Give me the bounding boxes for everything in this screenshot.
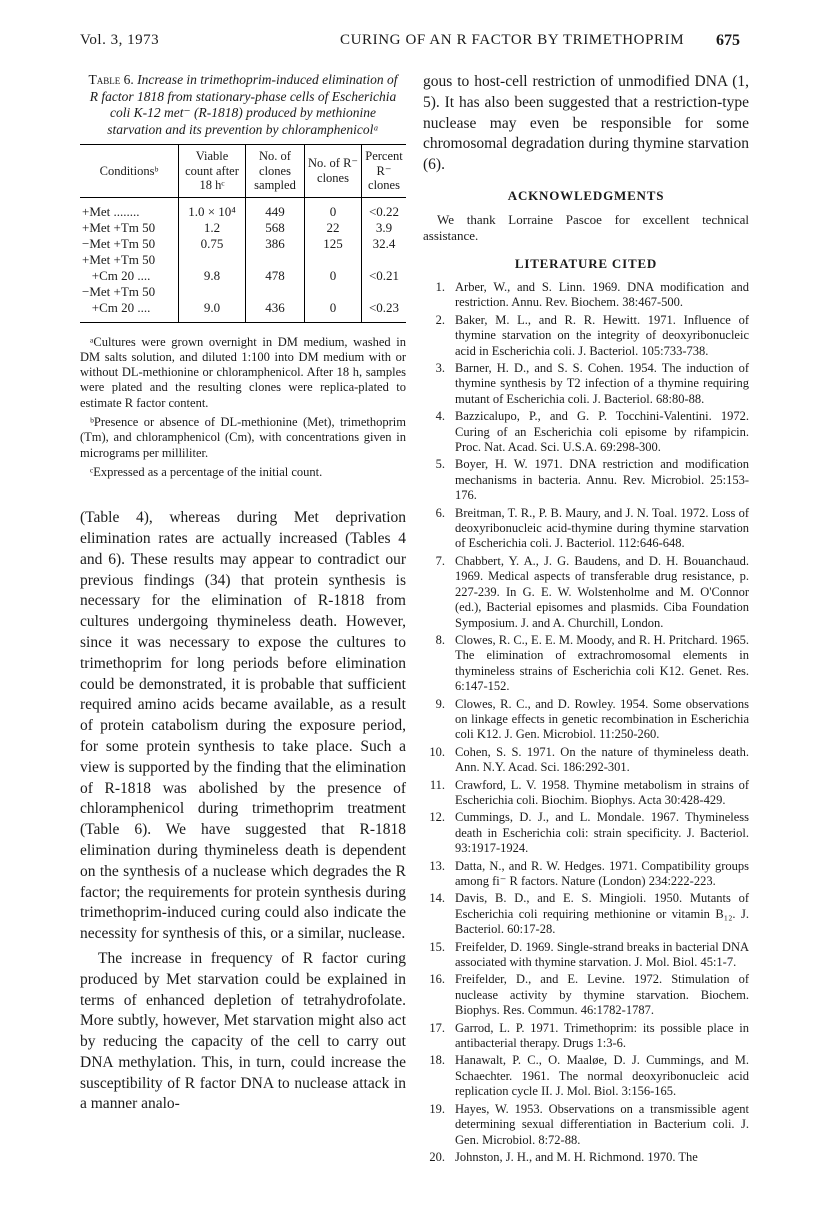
reference-item [423, 313, 749, 359]
reference-text: Johnston, J. H., and M. H. Richmond. 1970. The [455, 1149, 698, 1164]
condition-line: −Met +Tm 50 [82, 235, 156, 251]
table-row [80, 236, 406, 252]
reference-text: Davis, B. D., and E. S. Mingioli. 1950. Mutants of Escherichia coli requiring methionine or vitamin B₁₂. J. Bacteriol. 60:17-28. [455, 891, 749, 937]
table-row [80, 252, 406, 284]
column-header: Conditionsᵇ [80, 145, 179, 198]
table-row [80, 220, 406, 236]
clones-sampled-cell: 386 [246, 236, 305, 252]
table-row [80, 197, 406, 220]
reference-text: Cummings, D. J., and L. Mondale. 1967. Thymineless death in Escherichia coli: strain specificity. J. Bacteriol. 93:1917-1924. [455, 810, 749, 856]
reference-text: Hanawalt, P. C., O. Maaløe, D. J. Cummings, and M. Schaechter. 1961. The normal deoxyribonucleic acid replication cycle II. J. Mol. Biol. 3:156-165. [455, 1053, 749, 1099]
reference-text: Baker, M. L., and R. R. Hewitt. 1971. Influence of thymine starvation on the integrity of deoxyribonucleic acid in Escherichia coli. J. Bacteriol. 105:733-738. [455, 312, 749, 358]
reference-text: Breitman, T. R., P. B. Maury, and J. N. Toal. 1972. Loss of deoxyribonucleic acid-thymine during thymine starvation of Escherichia coli. J. Bacteriol. 112:646-648. [455, 505, 749, 551]
page-number: 675 [716, 32, 740, 49]
reference-text: Clowes, R. C., E. E. M. Moody, and R. H. Pritchard. 1965. The elimination of extrachromosomal elements in thymineless strains of Escherichia coli K12. Genet. Res. 6:147-152. [455, 632, 749, 694]
left-column [80, 72, 406, 1115]
reference-item [423, 361, 749, 407]
percent-r-minus-cell: 32.4 [362, 236, 407, 252]
reference-item [423, 1102, 749, 1148]
reference-item [423, 457, 749, 503]
reference-number: 1. [435, 279, 445, 294]
paragraph: The increase in frequency of R factor curing produced by Met starvation could be explained in terms of enhanced depletion of tetrahydrofolate. More subtly, however, Met starvation might also act by reducing the capacity of the cell to carry out DNA methylation. This, in turn, could increase the susceptibility of R factor DNA to nuclease attack in a manner analo- [80, 949, 406, 1113]
right-column [423, 72, 749, 1167]
clones-sampled-cell: 449 [246, 197, 305, 220]
paragraph: (Table 4), whereas during Met deprivation elimination rates are actually increased (Tables 4 and 6). These results may appear to contradict our previous findings (34) that protein synthesis is necessary for the elimination of R-1818 from cultures undergoing thymineless death. However, since it was necessary to expose the cultures to trimethoprim for long periods before elimination could be demonstrated, it is probable that sufficient required amino acids became available, as a result of protein catabolism during the exposure period, for some protein synthesis to take place. Such a view is supported by the finding that the elimination of R-1818 was abolished by the presence of chloramphenicol during trimethoprim treatment (Table 6). We have suggested that R-1818 elimination during thymineless death is dependent on the synthesis of a nuclease which degrades the R factor; the requirements for protein synthesis during trimethoprim-induced curing could also indicate the necessity for synthesis of this, or a similar, nuclease. [80, 509, 406, 943]
reference-number: 18. [429, 1053, 445, 1068]
table-title: Increase in trimethoprim-induced elimination of R factor 1818 from stationary-phase cells of Escherichia coli K-12 met⁻ (R-1818) produced by methionine starvation and its prevention by chloramphenicolᵃ [89, 72, 398, 137]
r-minus-clones-cell: 0 [305, 197, 362, 220]
reference-item [423, 1150, 749, 1165]
r-minus-clones-cell: 22 [305, 220, 362, 236]
acknowledgments-heading: ACKNOWLEDGMENTS [507, 187, 665, 203]
r-minus-clones-cell: 125 [305, 236, 362, 252]
reference-text: Chabbert, Y. A., J. G. Baudens, and D. H. Bouanchaud. 1969. Medical aspects of transferable drug resistance, p. 227-239. In G. E. W. Wolstenholme and M. O'Connor (ed.), Bacterial episomes and plasmids. Ciba Foundation Symposium. J. and A. Churchill, London. [455, 553, 749, 630]
reference-text: Arber, W., and S. Linn. 1969. DNA modification and restriction. Annu. Rev. Biochem. 38:467-500. [455, 279, 749, 310]
body-text [80, 508, 406, 1115]
reference-text: Boyer, H. W. 1971. DNA restriction and modification mechanisms in bacteria. Annu. Rev. Microbiol. 25:153-176. [455, 457, 749, 503]
reference-number: 12. [429, 810, 445, 825]
clones-sampled-cell: 568 [246, 220, 305, 236]
condition-line: +Met +Tm 50 [82, 219, 156, 235]
reference-number: 9. [435, 696, 445, 711]
reference-text: Clowes, R. C., and D. Rowley. 1954. Some observations on linkage effects in genetic recombination in Escherichia coli K12. J. Gen. Microbiol. 11:250-260. [455, 696, 749, 742]
reference-number: 15. [429, 939, 445, 954]
reference-text: Barner, H. D., and S. S. Cohen. 1954. The induction of thymine synthesis by T2 infection of a thymine requiring mutant of Escherichia coli. J. Bacteriol. 68:80-88. [455, 361, 749, 406]
reference-list [423, 280, 749, 1165]
reference-number: 6. [435, 505, 445, 520]
percent-r-minus-cell: <0.23 [362, 284, 407, 323]
reference-text: Bazzicalupo, P., and G. P. Tocchini-Valentini. 1972. Curing of an Escherichia coli episome by rifampicin. Proc. Nat. Acad. Sci. U.S.A. 69:298-300. [455, 409, 749, 455]
r-minus-clones-cell: 0 [305, 252, 362, 284]
page-header [80, 32, 740, 56]
viable-count-cell: 1.2 [179, 220, 246, 236]
clones-sampled-cell: 478 [246, 252, 305, 284]
reference-number: 11. [429, 777, 445, 792]
condition-cell [80, 220, 179, 236]
reference-number: 2. [435, 312, 445, 327]
table-header-row [80, 145, 406, 198]
reference-number: 16. [429, 972, 445, 987]
reference-text: Cohen, S. S. 1971. On the nature of thymineless death. Ann. N.Y. Acad. Sci. 186:292-301. [455, 744, 749, 775]
reference-item [423, 859, 749, 890]
column-header: Percent R⁻ clones [362, 145, 407, 198]
r-minus-clones-cell: 0 [305, 284, 362, 323]
reference-number: 3. [435, 361, 445, 376]
footnote: ᵃCultures were grown overnight in DM medium, washed in DM salts solution, and diluted 1:100 into DM medium with or without DL-methionine or chloramphenicol. After 18 h, samples were plated and the resulting clones were replica-plated to estimate R factor content. [80, 334, 406, 410]
reference-text: Hayes, W. 1953. Observations on a transmissible agent determining sexual differentiation in Bacterium coli. J. Gen. Microbiol. 8:72-88. [455, 1101, 749, 1147]
reference-item [423, 1021, 749, 1052]
reference-item [423, 409, 749, 455]
condition-cell [80, 197, 179, 220]
viable-count-cell: 0.75 [179, 236, 246, 252]
table-body [80, 197, 406, 322]
table-footnotes [80, 335, 406, 481]
reference-item [423, 554, 749, 631]
reference-number: 5. [435, 457, 445, 472]
table-row [80, 284, 406, 323]
condition-line: +Cm 20 .... [82, 267, 151, 283]
reference-text: Freifelder, D., and E. Levine. 1972. Stimulation of nuclease activity by thymine starvation. Biochem. Biophys. Res. Commun. 46:1782-1787. [455, 972, 749, 1018]
paragraph-continuation: gous to host-cell restriction of unmodified DNA (1, 5). It has also been suggested that a restriction-type nuclease may even be responsible for some chromosomal degradation during thymine starvation (6). [423, 73, 749, 174]
footnote: ᵇPresence or absence of DL-methionine (Met), trimethoprim (Tm), and chloramphenicol (Cm), with concentrations given in micrograms per milliliter. [80, 414, 406, 460]
journal-volume: Vol. 3, 1973 [80, 32, 160, 48]
percent-r-minus-cell: 3.9 [362, 220, 407, 236]
condition-cell [80, 284, 179, 323]
reference-item [423, 940, 749, 971]
literature-heading: LITERATURE CITED [514, 255, 658, 271]
condition-line: +Cm 20 .... [82, 299, 151, 315]
acknowledgments-text: We thank Lorraine Pascoe for excellent technical assistance. [423, 211, 749, 243]
reference-item [423, 506, 749, 552]
reference-item [423, 280, 749, 311]
viable-count-cell: 9.8 [179, 252, 246, 284]
column-header: Viable count after 18 hᶜ [179, 145, 246, 198]
column-header: No. of R⁻ clones [305, 145, 362, 198]
reference-number: 8. [435, 632, 445, 647]
reference-number: 10. [429, 744, 445, 759]
reference-item [423, 633, 749, 695]
reference-text: Datta, N., and R. W. Hedges. 1971. Compatibility groups among fi⁻ R factors. Nature (London) 234:222-223. [455, 858, 749, 889]
reference-item [423, 778, 749, 809]
condition-cell [80, 236, 179, 252]
condition-cell [80, 252, 179, 284]
reference-text: Freifelder, D. 1969. Single-strand breaks in bacterial DNA associated with thymine starvation. J. Mol. Biol. 45:1-7. [455, 939, 749, 970]
reference-item [423, 891, 749, 937]
reference-item [423, 810, 749, 856]
reference-item [423, 1053, 749, 1099]
condition-line: +Met ........ [82, 203, 140, 219]
reference-number: 19. [429, 1101, 445, 1116]
reference-text: Garrod, L. P. 1971. Trimethoprim: its possible place in antibacterial therapy. Drugs 1:3-6. [455, 1020, 749, 1051]
reference-number: 14. [429, 891, 445, 906]
reference-number: 20. [429, 1149, 445, 1164]
condition-line: +Met +Tm 50 [82, 251, 156, 267]
percent-r-minus-cell: <0.22 [362, 197, 407, 220]
reference-item [423, 745, 749, 776]
results-table [80, 144, 406, 323]
reference-number: 17. [429, 1020, 445, 1035]
reference-item [423, 972, 749, 1018]
reference-number: 7. [435, 553, 445, 568]
condition-line: −Met +Tm 50 [82, 283, 156, 299]
reference-number: 13. [429, 858, 445, 873]
percent-r-minus-cell: <0.21 [362, 252, 407, 284]
footnote: ᶜExpressed as a percentage of the initial count. [90, 464, 323, 479]
viable-count-cell: 9.0 [179, 284, 246, 323]
table-label: Table 6. [88, 72, 134, 87]
viable-count-cell: 1.0 × 10⁴ [179, 197, 246, 220]
reference-number: 4. [435, 409, 445, 424]
column-header: No. of clones sampled [246, 145, 305, 198]
running-title: CURING OF AN R FACTOR BY TRIMETHOPRIM [340, 32, 685, 48]
clones-sampled-cell: 436 [246, 284, 305, 323]
reference-item [423, 697, 749, 743]
reference-text: Crawford, L. V. 1958. Thymine metabolism in strains of Escherichia coli. Biochim. Biophys. Acta 30:428-429. [455, 777, 749, 807]
table-caption [84, 72, 402, 138]
